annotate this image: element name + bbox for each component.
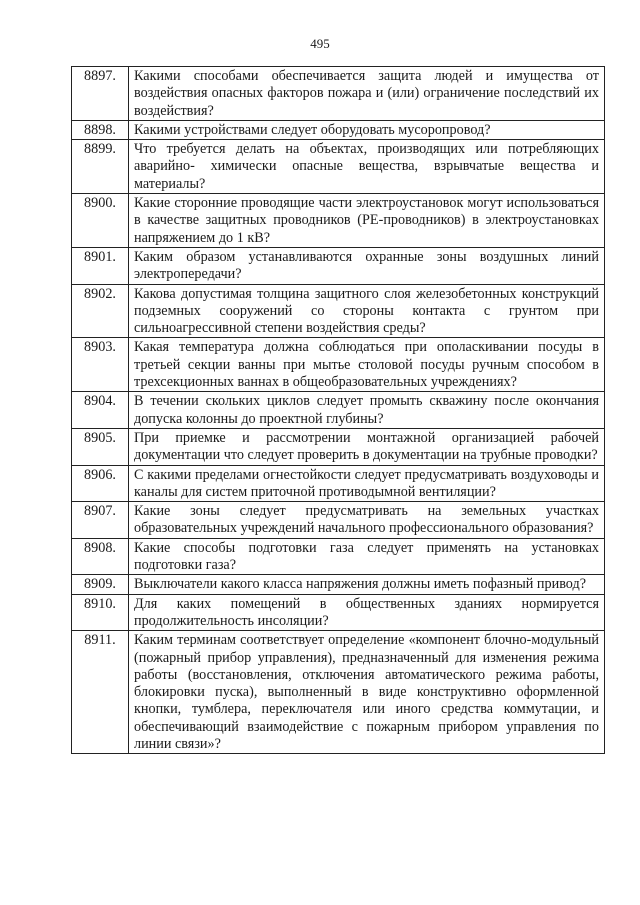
question-text: Какая температура должна соблюдаться при ополаскивании посуды в третьей секции ванны при мытье столовой посуды ручным способом в трехсекционных ваннах в общеобразовательных учреждениях? xyxy=(129,338,605,392)
questions-table xyxy=(71,66,605,754)
question-text: Какова допустимая толщина защитного слоя железобетонных конструкций подземных сооружений со стороны контакта с грунтом при сильноагрессивной степени воздействия среды? xyxy=(129,284,605,338)
question-row xyxy=(72,465,605,502)
question-number: 8901. xyxy=(72,247,129,284)
question-text: В течении скольких циклов следует промыть скважину после окончания допуска колонны до проектной глубины? xyxy=(129,392,605,429)
question-number: 8908. xyxy=(72,538,129,575)
question-text: Какими способами обеспечивается защита людей и имущества от воздействия опасных факторов пожара и (или) ограничение последствий их воздействия? xyxy=(129,67,605,121)
question-row xyxy=(72,247,605,284)
question-number: 8906. xyxy=(72,465,129,502)
question-number: 8898. xyxy=(72,120,129,139)
question-text: Каким образом устанавливаются охранные зоны воздушных линий электропередачи? xyxy=(129,247,605,284)
question-row xyxy=(72,392,605,429)
question-number: 8897. xyxy=(72,67,129,121)
question-number: 8900. xyxy=(72,194,129,248)
question-text: Какие зоны следует предусматривать на земельных участках образовательных учреждений начального профессионального образования? xyxy=(129,502,605,539)
question-number: 8904. xyxy=(72,392,129,429)
question-text: С какими пределами огнестойкости следует предусматривать воздуховоды и каналы для систем приточной противодымной вентиляции? xyxy=(129,465,605,502)
question-number: 8902. xyxy=(72,284,129,338)
question-row xyxy=(72,284,605,338)
question-text: Каким терминам соответствует определение «компонент блочно-модульный (пожарный прибор управления), предназначенный для изменения режима работы (восстановления, отключения автоматического режима работы, блокировки пуска), выполненный в виде конструктивно оформленной кнопки, тумблера, переключателя или иного средства коммутации, и обеспечивающий взаимодействие с пожарным прибором управления по линии связи»? xyxy=(129,631,605,754)
question-text: Что требуется делать на объектах, производящих или потребляющих аварийно- химически опасные вещества, взрывчатые вещества и материалы? xyxy=(129,140,605,194)
question-row xyxy=(72,120,605,139)
question-number: 8907. xyxy=(72,502,129,539)
question-number: 8905. xyxy=(72,428,129,465)
question-text: Для каких помещений в общественных зданиях нормируется продолжительность инсоляции? xyxy=(129,594,605,631)
question-row xyxy=(72,538,605,575)
question-number: 8910. xyxy=(72,594,129,631)
question-text: Какие сторонние проводящие части электроустановок могут использоваться в качестве защитных проводников (PE-проводников) в электроустановках напряжением до 1 кВ? xyxy=(129,194,605,248)
question-row xyxy=(72,428,605,465)
question-text: При приемке и рассмотрении монтажной организацией рабочей документации что следует проверить в документации на трубные проводки? xyxy=(129,428,605,465)
question-row xyxy=(72,575,605,594)
question-number: 8899. xyxy=(72,140,129,194)
question-row xyxy=(72,502,605,539)
question-text: Какие способы подготовки газа следует применять на установках подготовки газа? xyxy=(129,538,605,575)
question-number: 8903. xyxy=(72,338,129,392)
question-number: 8909. xyxy=(72,575,129,594)
question-row xyxy=(72,594,605,631)
question-number: 8911. xyxy=(72,631,129,754)
question-text: Выключатели какого класса напряжения должны иметь пофазный привод? xyxy=(129,575,605,594)
question-row xyxy=(72,194,605,248)
question-row xyxy=(72,140,605,194)
question-row xyxy=(72,67,605,121)
page-number: 495 xyxy=(310,36,330,51)
question-row xyxy=(72,631,605,754)
question-text: Какими устройствами следует оборудовать мусоропровод? xyxy=(129,120,605,139)
question-row xyxy=(72,338,605,392)
